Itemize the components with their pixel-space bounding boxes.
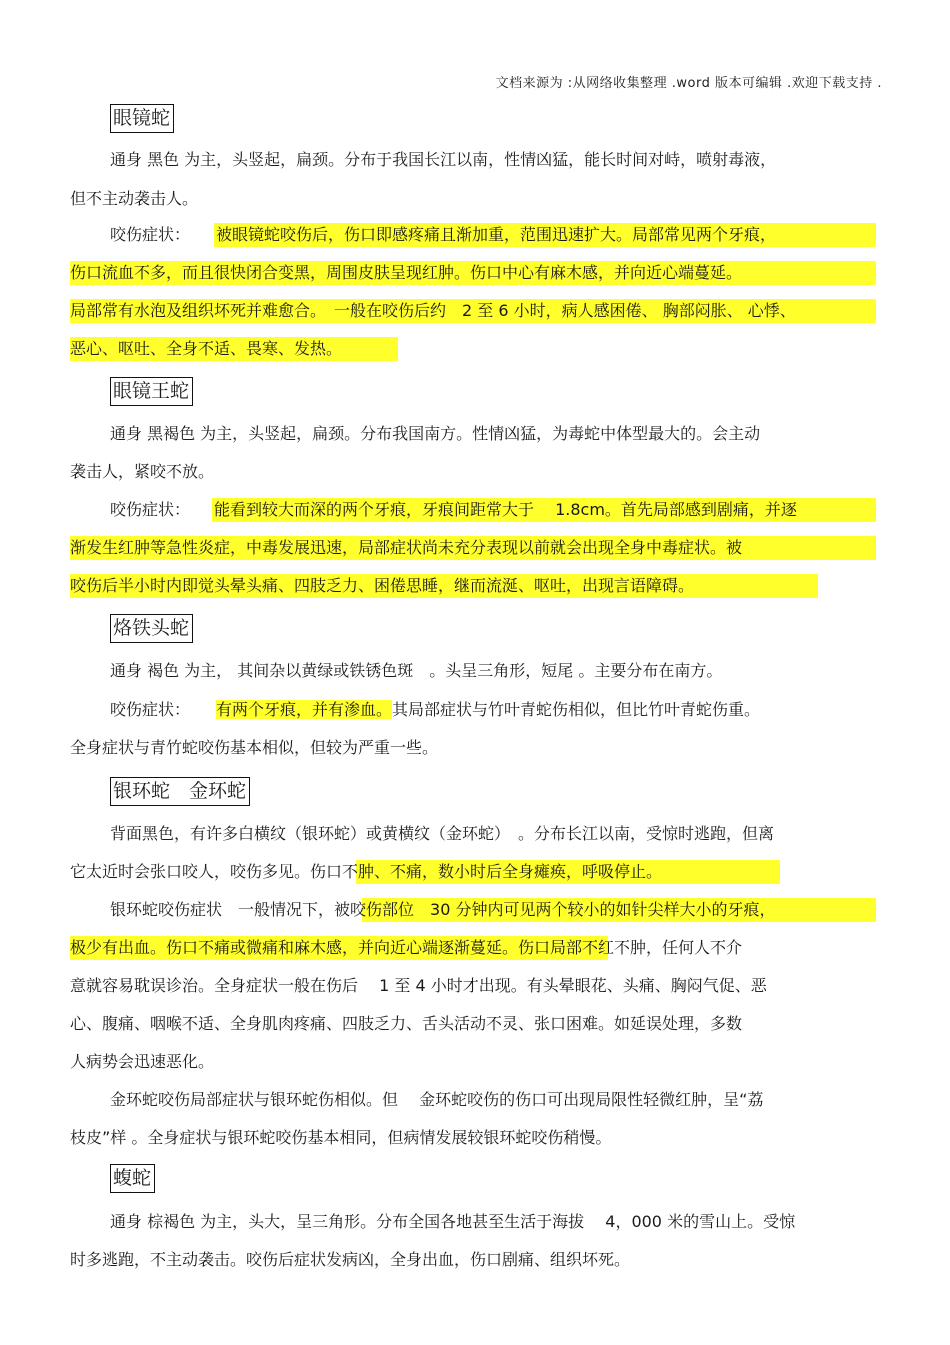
heading-viper: 蝮蛇 — [110, 1164, 155, 1193]
cobra-desc-line2: 但不主动袭击人。 — [70, 189, 199, 208]
king-desc-line1: 通身 黑褐色 为主，头竖起，扁颈。分布我国南方。性情凶猛，为毒蛇中体型最大的。会主动 — [110, 424, 761, 443]
viper-desc-line1: 通身 棕褐色 为主，头大，呈三角形。分布全国各地甚至生活于海拔 4，000 米的雪山上。受惊 — [110, 1212, 796, 1231]
iron-symptom-line2: 全身症状与青竹蛇咬伤基本相似，但较为严重一些。 — [70, 738, 439, 757]
heading-krait: 银环蛇 金环蛇 — [110, 777, 250, 806]
krait-p1-line2-pre: 它太近时会张口咬人，咬伤多见。伤 — [70, 862, 327, 881]
cobra-desc-line1: 通身 黑色 为主，头竖起，扁颈。分布于我国长江以南，性情凶猛，能长时间对峙，喷射毒液， — [110, 150, 777, 169]
krait-p2-line2-rest: 局部不红不肿，任何人不介 — [550, 938, 743, 957]
iron-symptom-rest: 其局部症状与竹叶青蛇伤相似，但比竹叶青蛇伤重。 — [392, 700, 761, 719]
krait-p2-line1 — [110, 899, 775, 921]
krait-p2-line3: 意就容易耽误诊治。全身症状一般在伤后 1 至 4 小时才出现。有头晕眼花、头痛、胸闷气促、恶 — [70, 976, 767, 995]
king-symptom-line1: 能看到较大而深的两个牙痕，牙痕间距常大于 1.8cm。首先局部感到剧痛，并逐 — [214, 500, 797, 519]
cobra-symptom-label: 咬伤症状： — [110, 225, 191, 244]
viper-desc-line2: 时多逃跑，不主动袭击。咬伤后症状发病凶，全身出血，伤口剧痛、组织坏死。 — [70, 1250, 631, 1269]
heading-cobra: 眼镜蛇 — [110, 104, 174, 133]
krait-p2-line5: 人病势会迅速恶化。 — [70, 1052, 215, 1071]
cobra-symptom-line2: 伤口流血不多，而且很快闭合变黑，周围皮肤呈现红肿。伤口中心有麻木感，并向近心端蔓延。 — [70, 263, 743, 282]
heading-pit-viper: 烙铁头蛇 — [110, 614, 193, 643]
iron-symptom-label: 咬伤症状： — [110, 700, 191, 719]
krait-p2-line1-pre: 银环蛇咬伤症状 一般情况下，被 — [110, 900, 351, 919]
krait-p2-line1-highlight: 咬伤部位 30 分钟内可见两个较小的如针尖样大小的牙痕， — [350, 900, 776, 919]
iron-symptom-highlight: 有两个牙痕，并有渗血。 — [216, 700, 393, 719]
cobra-symptom-line1: 被眼镜蛇咬伤后，伤口即感疼痛且渐加重，范围迅速扩大。局部常见两个牙痕， — [216, 225, 777, 244]
krait-p1-line2-highlight: 口不肿、不痛，数小时后全身瘫痪，呼吸停止。 — [326, 862, 663, 881]
krait-p3-line1: 金环蛇咬伤局部症状与银环蛇伤相似。但 金环蛇咬伤的伤口可出现局限性轻微红肿，呈“荔 — [110, 1090, 764, 1109]
heading-king-cobra: 眼镜王蛇 — [110, 377, 193, 406]
king-symptom-line3: 咬伤后半小时内即觉头晕头痛、四肢乏力、困倦思睡，继而流涎、呕吐，出现言语障碍。 — [70, 576, 695, 595]
page-header: 文档来源为 :从网络收集整理 .word 版本可编辑 .欢迎下载支持 . — [495, 76, 882, 91]
krait-p2-line2-highlight: 极少有出血。伤口不痛或微痛和麻木感，并向近心端逐渐蔓延。伤口 — [70, 938, 551, 957]
krait-p2-line2 — [70, 937, 742, 959]
krait-p1-line2 — [70, 861, 662, 883]
iron-desc: 通身 褐色 为主， 其间杂以黄绿或铁锈色斑 。头呈三角形，短尾 。主要分布在南方。 — [110, 661, 723, 680]
cobra-symptom-line3: 局部常有水泡及组织坏死并难愈合。 一般在咬伤后约 2 至 6 小时，病人感困倦、 胸部闷胀、 心悸、 — [70, 301, 796, 320]
krait-p3-line2: 枝皮”样 。全身症状与银环蛇咬伤基本相同，但病情发展较银环蛇咬伤稍慢。 — [70, 1128, 612, 1147]
iron-symptom-line1 — [216, 699, 760, 721]
king-desc-line2: 袭击人，紧咬不放。 — [70, 462, 215, 481]
krait-p1-line1: 背面黑色，有许多白横纹（银环蛇）或黄横纹（金环蛇） 。分布长江以南，受惊时逃跑，但离 — [110, 824, 775, 843]
krait-p2-line4: 心、腹痛、咽喉不适、全身肌肉疼痛、四肢乏力、舌头活动不灵、张口困难。如延误处理，多数 — [70, 1014, 743, 1033]
king-symptom-label: 咬伤症状： — [110, 500, 191, 519]
cobra-symptom-line4: 恶心、呕吐、全身不适、畏寒、发热。 — [70, 339, 343, 358]
king-symptom-line2: 渐发生红肿等急性炎症，中毒发展迅速，局部症状尚未充分表现以前就会出现全身中毒症状。被 — [70, 538, 743, 557]
